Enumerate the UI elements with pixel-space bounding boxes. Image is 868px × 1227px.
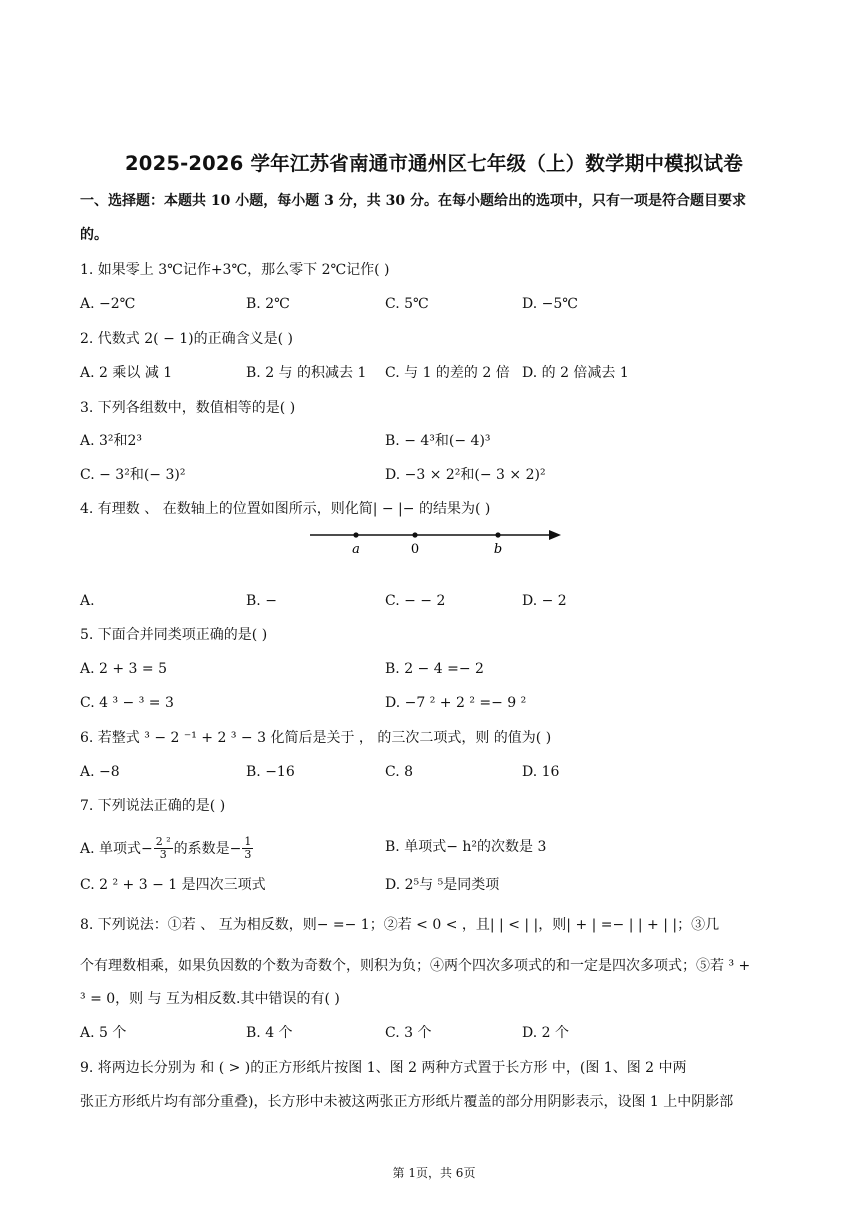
question-4-option-c: C. − − 2 [385, 593, 446, 609]
question-7-option-a [80, 836, 254, 861]
section-heading-line2: 的。 [80, 227, 108, 243]
question-2-option-d: D. 的 2 倍减去 1 [522, 365, 629, 381]
fraction-2a2-over-3 [154, 836, 173, 861]
question-3-stem: 3. 下列各组数中，数值相等的是( ) [80, 400, 296, 416]
question-8-option-c: C. 3 个 [385, 1025, 432, 1041]
page-title: 2025-2026 学年江苏省南通市通州区七年级（上）数学期中模拟试卷 [125, 152, 743, 175]
question-5-stem: 5. 下面合并同类项正确的是( ) [80, 627, 268, 643]
question-1-option-d: D. −5℃ [522, 296, 578, 312]
question-4-option-d: D. − 2 [522, 593, 567, 609]
point-a [353, 532, 358, 537]
question-6-option-a: A. −8 [80, 764, 120, 780]
question-1-option-b: B. 2℃ [246, 296, 290, 312]
question-3-option-c: C. − 3²和(− 3)² [80, 467, 186, 483]
fraction-denominator: 3 [244, 848, 252, 861]
question-7-option-d: D. 2⁵与 ⁵是同类项 [385, 877, 500, 893]
point-b [495, 532, 500, 537]
question-8-line1: 8. 下列说法：①若 、 互为相反数，则− =− 1；②若 < 0 < ，且| | < | |，则| + | =− | | + | |；③几 [80, 917, 720, 933]
question-7-option-a-prefix: A. 单项式− [80, 840, 153, 857]
question-4-option-b: B. − [246, 593, 277, 609]
label-b: b [493, 542, 503, 557]
label-a: a [352, 542, 360, 557]
question-1-option-c: C. 5℃ [385, 296, 429, 312]
question-7-option-a-middle: 的系数是− [173, 840, 242, 857]
question-9-line2: 张正方形纸片均有部分重叠)，长方形中未被这两张正方形纸片覆盖的部分用阴影表示，设图 1 上中阴影部 [80, 1094, 734, 1110]
question-7-option-c: C. 2 ² + 3 − 1 是四次三项式 [80, 877, 266, 893]
question-6-option-d: D. 16 [522, 764, 560, 780]
question-7-stem: 7. 下列说法正确的是( ) [80, 798, 226, 814]
question-8-option-a: A. 5 个 [80, 1025, 127, 1041]
question-2-option-c: C. 与 1 的差的 2 倍 [385, 365, 510, 381]
question-5-option-a: A. 2 + 3 = 5 [80, 661, 167, 677]
question-6-stem: 6. 若整式 ³ − 2 ⁻¹ + 2 ³ − 3 化简后是关于 ， 的三次二项式，则 的值为( ) [80, 730, 552, 746]
point-zero [412, 532, 417, 537]
fraction-numerator: 1 [244, 835, 252, 848]
question-8-line3: ³ = 0，则 与 互为相反数.其中错误的有( ) [80, 991, 340, 1007]
question-8-option-d: D. 2 个 [522, 1025, 569, 1041]
number-line-figure [305, 522, 567, 558]
question-7-option-b: B. 单项式− h²的次数是 3 [385, 839, 547, 855]
question-6-option-c: C. 8 [385, 764, 414, 780]
fraction-numerator: 2 ² [155, 835, 171, 848]
question-6-option-b: B. −16 [246, 764, 295, 780]
question-4-option-a: A. [80, 593, 95, 609]
question-3-option-b: B. − 4³和(− 4)³ [385, 433, 491, 449]
question-9-line1: 9. 将两边长分别为 和 ( > )的正方形纸片按图 1、图 2 两种方式置于长方形 中，(图 1、图 2 中两 [80, 1060, 687, 1076]
question-3-option-d: D. −3 × 2²和(− 3 × 2)² [385, 467, 546, 483]
fraction-denominator: 3 [159, 848, 167, 861]
question-3-option-a: A. 3²和2³ [80, 433, 143, 449]
question-5-option-c: C. 4 ³ − ³ = 3 [80, 695, 174, 711]
question-8-line2: 个有理数相乘，如果负因数的个数为奇数个，则积为负；④两个四次多项式的和一定是四次多项式；⑤若 ³ + [80, 958, 751, 974]
question-1-stem: 1. 如果零上 3℃记作+3℃，那么零下 2℃记作( ) [80, 262, 390, 278]
page-footer: 第 1页，共 6页 [392, 1166, 476, 1180]
question-8-option-b: B. 4 个 [246, 1025, 293, 1041]
section-heading-line1: 一、选择题：本题共 10 小题，每小题 3 分，共 30 分。在每小题给出的选项中，只有一项是符合题目要求 [80, 193, 746, 209]
question-2-option-a: A. 2 乘以 减 1 [80, 365, 173, 381]
question-4-stem: 4. 有理数 、 在数轴上的位置如图所示，则化简| − |− 的结果为( ) [80, 501, 491, 517]
question-2-stem: 2. 代数式 2( − 1)的正确含义是( ) [80, 331, 294, 347]
label-zero: 0 [410, 542, 420, 557]
question-5-option-b: B. 2 − 4 =− 2 [385, 661, 484, 677]
question-1-option-a: A. −2℃ [80, 296, 136, 312]
question-5-option-d: D. −7 ² + 2 ² =− 9 ² [385, 695, 527, 711]
number-line-arrow [549, 530, 561, 540]
fraction-1-over-3 [242, 836, 253, 861]
question-2-option-b: B. 2 与 的积减去 1 [246, 365, 367, 381]
